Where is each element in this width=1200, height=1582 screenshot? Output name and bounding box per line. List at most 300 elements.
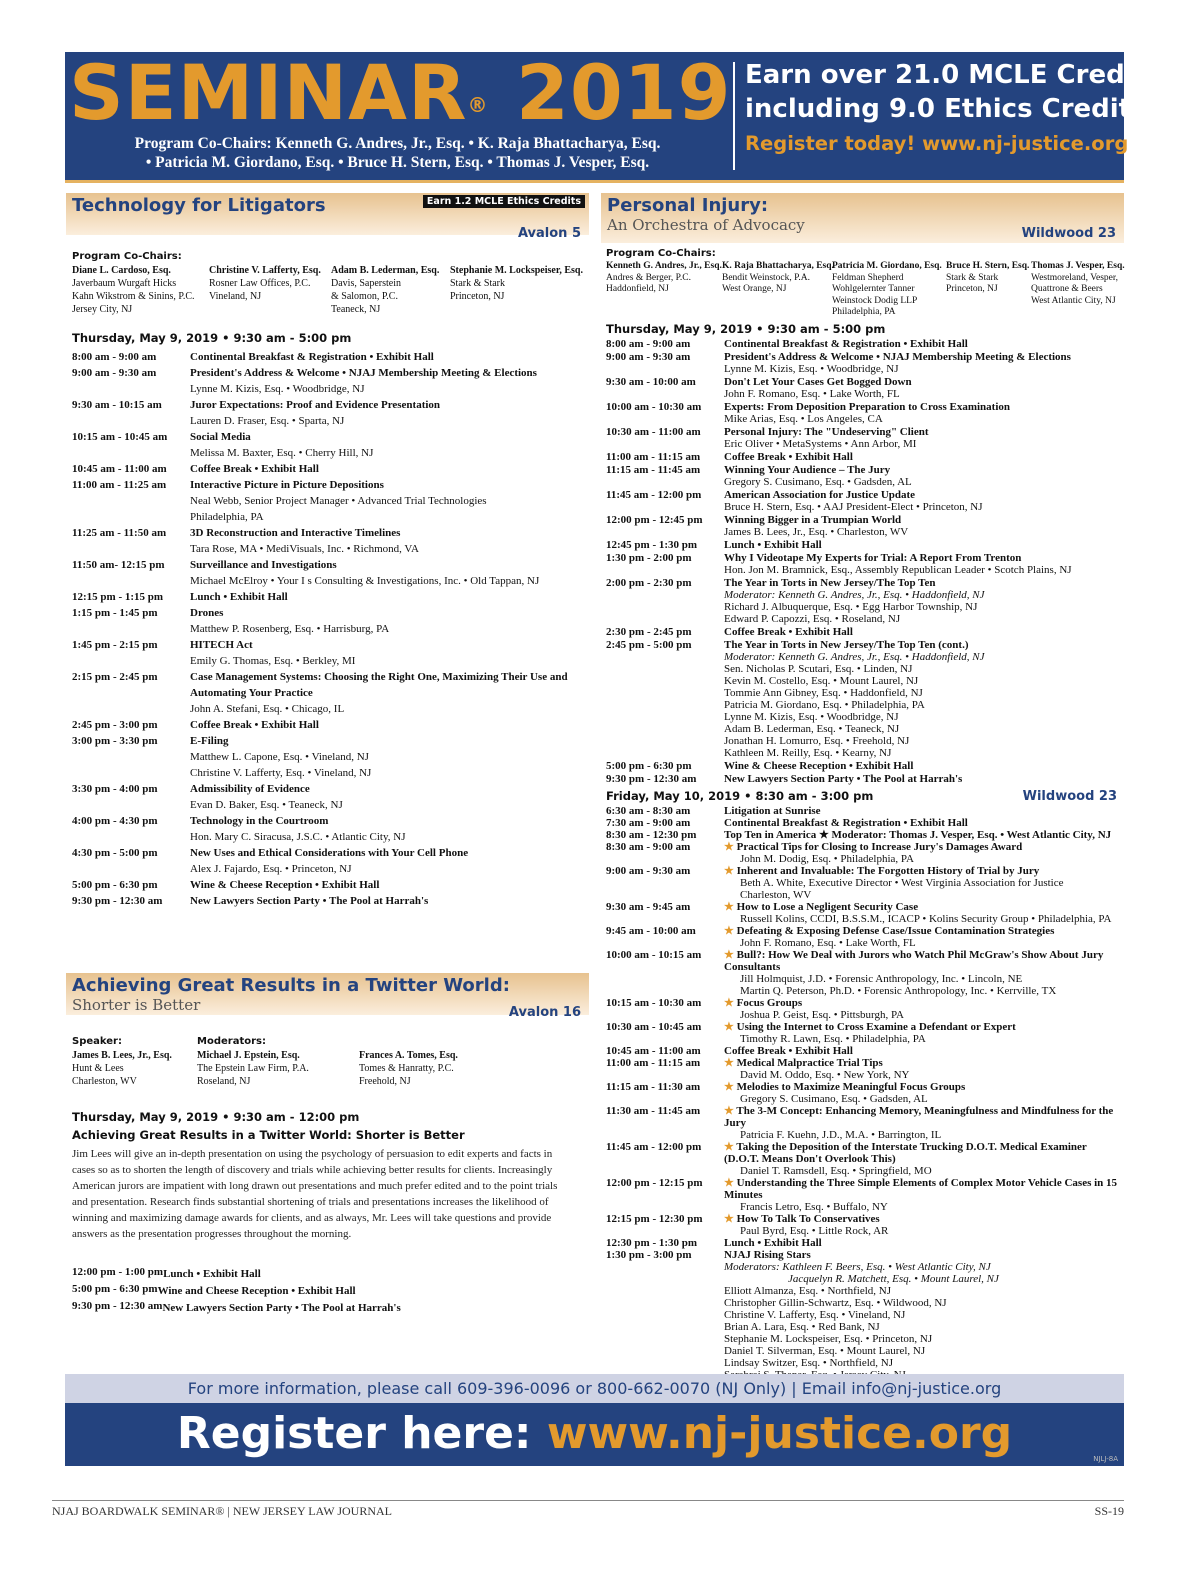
schedule-content bbox=[190, 397, 590, 429]
schedule-time: 9:00 am - 9:30 am bbox=[606, 351, 691, 363]
tech-day-heading: Thursday, May 9, 2019 • 9:30 am - 5:00 pm bbox=[72, 331, 352, 345]
schedule-time: 2:30 pm - 2:45 pm bbox=[606, 626, 692, 638]
schedule-row bbox=[606, 639, 1121, 759]
ethics-credits-badge: Earn 1.2 MCLE Ethics Credits bbox=[423, 195, 585, 208]
schedule-time: 5:00 pm - 6:30 pm bbox=[72, 1283, 158, 1295]
schedule-content bbox=[724, 997, 1121, 1021]
star-icon: ★ bbox=[724, 1141, 737, 1153]
schedule-row bbox=[72, 845, 590, 877]
cochair-name: Stephanie M. Lockspeiser, Esq. bbox=[450, 265, 583, 276]
schedule-content bbox=[190, 429, 590, 461]
schedule-time: 3:00 pm - 3:30 pm bbox=[72, 735, 158, 747]
cochair-name: Kenneth G. Andres, Jr., Esq. bbox=[606, 261, 722, 271]
schedule-time: 12:00 pm - 1:00 pm bbox=[72, 1266, 164, 1278]
session-title: Lunch • Exhibit Hall bbox=[724, 1237, 822, 1249]
schedule-row bbox=[606, 865, 1121, 901]
schedule-content bbox=[724, 817, 1121, 829]
schedule-content bbox=[724, 464, 1121, 488]
session-title: President's Address & Welcome • NJAJ Membership Meeting & Elections bbox=[190, 367, 537, 379]
cochair-name: Christine V. Lafferty, Esq. bbox=[209, 265, 321, 276]
schedule-content bbox=[724, 901, 1121, 925]
star-icon: ★ bbox=[724, 865, 737, 877]
session-title: Drones bbox=[190, 607, 224, 619]
session-title: Wine & Cheese Reception • Exhibit Hall bbox=[724, 760, 914, 772]
session-speaker: Patricia F. Kuehn, J.D., M.A. • Barrington, IL bbox=[740, 1129, 942, 1141]
schedule-row bbox=[72, 557, 590, 589]
session-title: New Lawyers Section Party • The Pool at Harrah's bbox=[162, 1302, 401, 1314]
session-speaker: John F. Romano, Esq. • Lake Worth, FL bbox=[740, 937, 916, 949]
session-speaker: John A. Stefani, Esq. • Chicago, IL bbox=[190, 703, 345, 715]
session-title-text: Defeating & Exposing Defense Case/Issue Contamination Strategies bbox=[736, 925, 1055, 937]
schedule-row bbox=[606, 1105, 1121, 1141]
session-title: Interactive Picture in Picture Depositions bbox=[190, 479, 384, 491]
tech-cochairs-label: Program Co-Chairs: bbox=[72, 251, 182, 262]
session-speaker: Gregory S. Cusimano, Esq. • Gadsden, AL bbox=[724, 476, 912, 488]
session-speaker: Joshua P. Geist, Esq. • Pittsburgh, PA bbox=[740, 1009, 904, 1021]
session-speaker: Sen. Nicholas P. Scutari, Esq. • Linden, NJ bbox=[724, 663, 913, 675]
schedule-time: 8:00 am - 9:00 am bbox=[72, 351, 157, 363]
star-icon: ★ bbox=[724, 1105, 737, 1117]
schedule-content bbox=[724, 1213, 1121, 1237]
pi-section-header bbox=[601, 193, 1124, 243]
session-speaker: Tara Rose, MA • MediVisuals, Inc. • Richmond, VA bbox=[190, 543, 419, 555]
schedule-content bbox=[162, 1300, 590, 1316]
seminar-banner bbox=[65, 48, 1162, 183]
session-title: Lunch • Exhibit Hall bbox=[724, 539, 822, 551]
session-speaker: Melissa M. Baxter, Esq. • Cherry Hill, NJ bbox=[190, 447, 374, 459]
cochair-name: Patricia M. Giordano, Esq. bbox=[832, 261, 942, 271]
schedule-row bbox=[72, 349, 590, 365]
session-speaker: Lauren D. Fraser, Esq. • Sparta, NJ bbox=[190, 415, 345, 427]
schedule-row bbox=[606, 376, 1121, 400]
session-speaker: Elliott Almanza, Esq. • Northfield, NJ bbox=[724, 1285, 891, 1297]
pi-day1-heading: Thursday, May 9, 2019 • 9:30 am - 5:00 pm bbox=[606, 322, 886, 336]
schedule-time: 7:30 am - 9:00 am bbox=[606, 817, 691, 829]
schedule-content bbox=[724, 426, 1121, 450]
schedule-time: 2:45 pm - 3:00 pm bbox=[72, 719, 158, 731]
cochair-entry bbox=[832, 261, 942, 319]
session-title: Winning Bigger in a Trumpian World bbox=[724, 514, 902, 526]
star-icon: ★ bbox=[724, 901, 737, 913]
session-speaker: Paul Byrd, Esq. • Little Rock, AR bbox=[740, 1225, 889, 1237]
schedule-time: 9:00 am - 9:30 am bbox=[72, 367, 157, 379]
twitter-schedule bbox=[72, 1266, 590, 1317]
schedule-row bbox=[72, 477, 590, 525]
schedule-time: 5:00 pm - 6:30 pm bbox=[72, 879, 158, 891]
schedule-row bbox=[606, 925, 1121, 949]
session-speaker: Bruce H. Stern, Esq. • AAJ President-Elect • Princeton, NJ bbox=[724, 501, 983, 513]
pi-title: Personal Injury: bbox=[607, 195, 769, 216]
schedule-time: 1:45 pm - 2:15 pm bbox=[72, 639, 158, 651]
session-speaker: Mike Arias, Esq. • Los Angeles, CA bbox=[724, 413, 883, 425]
schedule-row bbox=[606, 1021, 1121, 1045]
schedule-time: 9:45 am - 10:00 am bbox=[606, 925, 696, 937]
session-title: Social Media bbox=[190, 431, 251, 443]
schedule-row bbox=[606, 1213, 1121, 1237]
session-title-text: Medical Malpractice Trial Tips bbox=[736, 1057, 883, 1069]
star-icon: ★ bbox=[724, 1177, 737, 1189]
register-banner[interactable] bbox=[65, 1403, 1124, 1466]
session-title: Top Ten in America ★ Moderator: Thomas J. Vesper, Esq. • West Atlantic City, NJ bbox=[724, 829, 1112, 841]
schedule-row bbox=[606, 817, 1121, 829]
pi-cochairs-label: Program Co-Chairs: bbox=[606, 248, 716, 259]
schedule-time: 2:45 pm - 5:00 pm bbox=[606, 639, 692, 651]
star-icon: ★ bbox=[724, 1081, 737, 1093]
schedule-row bbox=[606, 997, 1121, 1021]
schedule-row bbox=[606, 514, 1121, 538]
schedule-time: 11:45 am - 12:00 pm bbox=[606, 489, 702, 501]
cochair-affiliation: Rosner Law Offices, P.C. Vineland, NJ bbox=[209, 278, 311, 302]
schedule-time: 11:00 am - 11:15 am bbox=[606, 1057, 701, 1069]
session-title: Continental Breakfast & Registration • Exhibit Hall bbox=[724, 338, 968, 350]
schedule-row bbox=[606, 464, 1121, 488]
session-speaker: Philadelphia, PA bbox=[190, 511, 264, 523]
cochair-name: Thomas J. Vesper, Esq. bbox=[1031, 261, 1125, 271]
schedule-content bbox=[724, 1021, 1121, 1045]
session-speaker: John F. Romano, Esq. • Lake Worth, FL bbox=[724, 388, 900, 400]
contact-info-bar: For more information, please call 609-396-0096 or 800-662-0070 (NJ Only) | Email info@nj-justice.org bbox=[65, 1374, 1124, 1403]
session-speaker: Christine V. Lafferty, Esq. • Vineland, NJ bbox=[190, 767, 372, 779]
session-speaker: Kathleen M. Reilly, Esq. • Kearny, NJ bbox=[724, 747, 892, 759]
session-speaker: Michael McElroy • Your I s Consulting & Investigations, Inc. • Old Tappan, NJ bbox=[190, 575, 540, 587]
cochair-entry bbox=[1031, 261, 1125, 307]
schedule-row bbox=[606, 841, 1121, 865]
schedule-time: 10:45 am - 11:00 am bbox=[606, 1045, 701, 1057]
schedule-content bbox=[190, 525, 590, 557]
schedule-row bbox=[606, 1249, 1121, 1381]
schedule-row bbox=[606, 552, 1121, 576]
schedule-time: 1:30 pm - 3:00 pm bbox=[606, 1249, 692, 1261]
twitter-room: Avalon 16 bbox=[508, 1005, 581, 1020]
schedule-row bbox=[606, 1141, 1121, 1177]
schedule-row bbox=[606, 401, 1121, 425]
tech-title: Technology for Litigators bbox=[72, 195, 326, 216]
schedule-content bbox=[724, 401, 1121, 425]
schedule-time: 10:30 am - 10:45 am bbox=[606, 1021, 702, 1033]
twitter-subtitle: Shorter is Better bbox=[72, 996, 201, 1014]
schedule-content bbox=[190, 365, 590, 397]
schedule-time: 9:30 am - 10:00 am bbox=[606, 376, 696, 388]
session-speaker: Moderator: Kenneth G. Andres, Jr., Esq. • Haddonfield, NJ bbox=[724, 589, 985, 601]
twitter-day-heading: Thursday, May 9, 2019 • 9:30 am - 12:00 pm bbox=[72, 1110, 360, 1124]
star-icon: ★ bbox=[724, 925, 737, 937]
session-speaker: Francis Letro, Esq. • Buffalo, NY bbox=[740, 1201, 888, 1213]
session-speaker: Adam B. Lederman, Esq. • Teaneck, NJ bbox=[724, 723, 900, 735]
star-icon: ★ bbox=[724, 1057, 737, 1069]
schedule-time: 5:00 pm - 6:30 pm bbox=[606, 760, 692, 772]
session-title bbox=[724, 1177, 1121, 1201]
schedule-time: 9:00 am - 9:30 am bbox=[606, 865, 691, 877]
schedule-row bbox=[606, 426, 1121, 450]
schedule-row bbox=[606, 539, 1121, 551]
credits-headline: Earn over 21.0 MCLE Credits including 9.0 Ethics Credits! bbox=[745, 60, 1162, 124]
schedule-row bbox=[606, 577, 1121, 625]
schedule-content bbox=[724, 1081, 1121, 1105]
cochair-entry bbox=[209, 264, 321, 303]
schedule-content bbox=[724, 949, 1121, 997]
session-speaker: Moderators: Kathleen F. Beers, Esq. • West Atlantic City, NJ bbox=[724, 1261, 991, 1273]
moderator-entry: Frances A. Tomes, Esq. Tomes & Hanratty, P.C. Freehold, NJ bbox=[359, 1050, 458, 1087]
session-speaker: Beth A. White, Executive Director • West Virginia Association for Justice bbox=[740, 877, 1064, 889]
session-speaker: Stephanie M. Lockspeiser, Esq. • Princeton, NJ bbox=[724, 1333, 933, 1345]
schedule-content bbox=[190, 557, 590, 589]
session-speaker: Alex J. Fajardo, Esq. • Princeton, NJ bbox=[190, 863, 352, 875]
session-title: Coffee Break • Exhibit Hall bbox=[190, 719, 319, 731]
session-title: HITECH Act bbox=[190, 639, 253, 651]
schedule-row bbox=[72, 397, 590, 429]
session-speaker: Christopher Gillin-Schwartz, Esq. • Wildwood, NJ bbox=[724, 1297, 947, 1309]
register-link[interactable]: Register today! www.nj-justice.org bbox=[745, 132, 1129, 155]
schedule-content bbox=[724, 451, 1121, 463]
schedule-content bbox=[724, 489, 1121, 513]
cochair-affiliation: Westmoreland, Vesper, Quattrone & Beers West Atlantic City, NJ bbox=[1031, 272, 1119, 306]
tech-room: Avalon 5 bbox=[517, 226, 581, 241]
cochair-name: Diane L. Cardoso, Esq. bbox=[72, 265, 171, 276]
session-title-text: Melodies to Maximize Meaningful Focus Groups bbox=[736, 1081, 966, 1093]
pi-schedule-day2 bbox=[606, 805, 1121, 1381]
schedule-time: 10:30 am - 11:00 am bbox=[606, 426, 701, 438]
pi-day2-heading: Friday, May 10, 2019 • 8:30 am - 3:00 pm bbox=[606, 789, 874, 803]
speaker-entry: James B. Lees, Jr., Esq. Hunt & Lees Charleston, WV bbox=[72, 1050, 172, 1087]
star-icon: ★ bbox=[724, 841, 737, 853]
schedule-row bbox=[72, 1283, 590, 1299]
schedule-content bbox=[724, 925, 1121, 949]
session-title bbox=[724, 865, 1121, 877]
schedule-row bbox=[606, 1177, 1121, 1213]
schedule-content bbox=[724, 760, 1121, 772]
schedule-time: 10:15 am - 10:45 am bbox=[72, 431, 168, 443]
session-speaker: Evan D. Baker, Esq. • Teaneck, NJ bbox=[190, 799, 343, 811]
schedule-row bbox=[606, 949, 1121, 997]
session-title: Juror Expectations: Proof and Evidence Presentation bbox=[190, 399, 441, 411]
cochair-affiliation: Javerbaum Wurgaft Hicks Kahn Wikstrom & Sinins, P.C. Jersey City, NJ bbox=[72, 278, 195, 315]
session-speaker: David M. Oddo, Esq. • New York, NY bbox=[740, 1069, 910, 1081]
schedule-row bbox=[72, 733, 590, 781]
schedule-row bbox=[606, 626, 1121, 638]
schedule-time: 2:00 pm - 2:30 pm bbox=[606, 577, 692, 589]
session-speaker: Matthew L. Capone, Esq. • Vineland, NJ bbox=[190, 751, 369, 763]
seminar-title: SEMINAR® 2019 bbox=[69, 48, 732, 137]
session-title: Winning Your Audience – The Jury bbox=[724, 464, 891, 476]
schedule-row bbox=[606, 1045, 1121, 1057]
schedule-time: 11:00 am - 11:25 am bbox=[72, 479, 167, 491]
twitter-session-title: Achieving Great Results in a Twitter World: Shorter is Better bbox=[72, 1128, 465, 1142]
schedule-content bbox=[190, 605, 590, 637]
schedule-row bbox=[72, 605, 590, 637]
ad-code: NJLJ-8A bbox=[1093, 1455, 1118, 1463]
session-title: Continental Breakfast & Registration • Exhibit Hall bbox=[190, 351, 434, 363]
session-speaker: Brian A. Lara, Esq. • Red Bank, NJ bbox=[724, 1321, 880, 1333]
session-title bbox=[724, 841, 1121, 853]
session-speaker: John M. Dodig, Esq. • Philadelphia, PA bbox=[740, 853, 914, 865]
session-title-text: Focus Groups bbox=[736, 997, 803, 1009]
schedule-time: 4:30 pm - 5:00 pm bbox=[72, 847, 158, 859]
session-title: Admissibility of Evidence bbox=[190, 783, 310, 795]
schedule-row bbox=[606, 351, 1121, 375]
schedule-time: 1:15 pm - 1:45 pm bbox=[72, 607, 158, 619]
session-speaker: Gregory S. Cusimano, Esq. • Gadsden, AL bbox=[740, 1093, 928, 1105]
schedule-content bbox=[158, 1283, 590, 1299]
star-icon: ★ bbox=[724, 1213, 737, 1225]
schedule-row bbox=[606, 829, 1121, 841]
schedule-row bbox=[72, 429, 590, 461]
session-title-text: The 3-M Concept: Enhancing Memory, Meaningfulness and Mindfulness for the Jury bbox=[724, 1105, 1114, 1129]
schedule-content bbox=[724, 1045, 1121, 1057]
schedule-content bbox=[724, 1105, 1121, 1141]
schedule-time: 12:30 pm - 1:30 pm bbox=[606, 1237, 698, 1249]
schedule-row bbox=[72, 893, 590, 909]
schedule-content bbox=[724, 639, 1121, 759]
banner-divider bbox=[733, 62, 735, 170]
session-title: Wine & Cheese Reception • Exhibit Hall bbox=[190, 879, 380, 891]
session-title: Don't Let Your Cases Get Bogged Down bbox=[724, 376, 912, 388]
session-speaker: Eric Oliver • MetaSystems • Ann Arbor, MI bbox=[724, 438, 917, 450]
schedule-row bbox=[72, 1300, 590, 1316]
star-icon: ★ bbox=[724, 997, 737, 1009]
session-title: Coffee Break • Exhibit Hall bbox=[724, 626, 853, 638]
session-speaker: Lynne M. Kizis, Esq. • Woodbridge, NJ bbox=[724, 363, 899, 375]
session-title bbox=[724, 1081, 1121, 1093]
session-title: Coffee Break • Exhibit Hall bbox=[190, 463, 319, 475]
session-speaker: Edward P. Capozzi, Esq. • Roseland, NJ bbox=[724, 613, 901, 625]
session-title: Litigation at Sunrise bbox=[724, 805, 821, 817]
session-speaker: Lynne M. Kizis, Esq. • Woodbridge, NJ bbox=[190, 383, 365, 395]
session-speaker: Neal Webb, Senior Project Manager • Advanced Trial Technologies bbox=[190, 495, 487, 507]
register-url[interactable]: www.nj-justice.org bbox=[546, 1408, 1013, 1459]
session-title: 3D Reconstruction and Interactive Timelines bbox=[190, 527, 401, 539]
schedule-row bbox=[606, 901, 1121, 925]
schedule-time: 9:30 pm - 12:30 am bbox=[72, 895, 163, 907]
schedule-row bbox=[72, 637, 590, 669]
session-title: Case Management Systems: Choosing the Right One, Maximizing Their Use and Automating Your Practice bbox=[190, 671, 568, 699]
cochair-affiliation: Stark & Stark Princeton, NJ bbox=[450, 278, 505, 302]
session-title-text: Practical Tips for Closing to Increase Jury's Damages Award bbox=[736, 841, 1023, 853]
schedule-time: 8:30 am - 9:00 am bbox=[606, 841, 691, 853]
session-title: Technology in the Courtroom bbox=[190, 815, 329, 827]
session-title-text: Taking the Deposition of the Interstate Trucking D.O.T. Medical Examiner (D.O.T. Means Don't Overlook This) bbox=[724, 1141, 1087, 1165]
schedule-content bbox=[724, 351, 1121, 375]
footer-rule bbox=[52, 1500, 1124, 1501]
schedule-content bbox=[724, 1057, 1121, 1081]
footer-publication: NJAJ BOARDWALK SEMINAR® | NEW JERSEY LAW JOURNAL bbox=[52, 1504, 393, 1518]
session-title: Lunch • Exhibit Hall bbox=[163, 1268, 261, 1280]
schedule-time: 12:00 pm - 12:15 pm bbox=[606, 1177, 703, 1189]
session-title: Continental Breakfast & Registration • Exhibit Hall bbox=[724, 817, 968, 829]
session-title bbox=[724, 1057, 1121, 1069]
session-speaker: James B. Lees, Jr., Esq. • Charleston, WV bbox=[724, 526, 909, 538]
schedule-row bbox=[606, 1057, 1121, 1081]
schedule-content bbox=[724, 841, 1121, 865]
session-speaker: Matthew P. Rosenberg, Esq. • Harrisburg, PA bbox=[190, 623, 390, 635]
session-speaker: Charleston, WV bbox=[740, 889, 812, 901]
session-title bbox=[724, 949, 1121, 973]
schedule-row bbox=[72, 1266, 590, 1282]
schedule-row bbox=[72, 781, 590, 813]
schedule-content bbox=[724, 1177, 1121, 1213]
schedule-row bbox=[72, 669, 590, 717]
session-title: Why I Videotape My Experts for Trial: A Report From Trenton bbox=[724, 552, 1022, 564]
schedule-content bbox=[724, 626, 1121, 638]
schedule-time: 11:30 am - 11:45 am bbox=[606, 1105, 701, 1117]
session-title: Personal Injury: The "Undeserving" Client bbox=[724, 426, 929, 438]
session-speaker: Hon. Jon M. Bramnick, Esq., Assembly Republican Leader • Scotch Plains, NJ bbox=[724, 564, 1072, 576]
session-speaker: Daniel T. Silverman, Esq. • Mount Laurel, NJ bbox=[724, 1345, 926, 1357]
schedule-content bbox=[190, 717, 590, 733]
session-speaker: Richard J. Albuquerque, Esq. • Egg Harbor Township, NJ bbox=[724, 601, 978, 613]
session-title-text: Using the Internet to Cross Examine a Defendant or Expert bbox=[736, 1021, 1016, 1033]
schedule-content bbox=[724, 1141, 1121, 1177]
schedule-time: 3:30 pm - 4:00 pm bbox=[72, 783, 158, 795]
session-speaker: Lindsay Switzer, Esq. • Northfield, NJ bbox=[724, 1357, 893, 1369]
pi-subtitle: An Orchestra of Advocacy bbox=[607, 216, 805, 234]
schedule-content bbox=[190, 813, 590, 845]
pi-day2-header-row bbox=[606, 787, 1121, 805]
moderators-label: Moderators: bbox=[197, 1036, 266, 1047]
schedule-row bbox=[72, 461, 590, 477]
session-speaker: Emily G. Thomas, Esq. • Berkley, MI bbox=[190, 655, 356, 667]
register-label: Register here: bbox=[176, 1408, 532, 1459]
schedule-row bbox=[606, 451, 1121, 463]
session-speaker: Christine V. Lafferty, Esq. • Vineland, NJ bbox=[724, 1309, 906, 1321]
session-speaker: Daniel T. Ramsdell, Esq. • Springfield, MO bbox=[740, 1165, 932, 1177]
schedule-time: 12:45 pm - 1:30 pm bbox=[606, 539, 698, 551]
schedule-time: 1:30 pm - 2:00 pm bbox=[606, 552, 692, 564]
pi-day2-room: Wildwood 23 bbox=[1022, 789, 1117, 804]
cochair-entry bbox=[722, 261, 834, 296]
session-title-text: Bull?: How We Deal with Jurors who Watch Phil McGraw's Show About Jury Consultants bbox=[724, 949, 1104, 973]
program-cochairs: Program Co-Chairs: Kenneth G. Andres, Jr., Esq. • K. Raja Bhattacharya, Esq. • Patricia M. Giordano, Esq. • Bruce H. Stern, Esq. • Thomas J. Vesper, Esq. bbox=[134, 135, 661, 171]
cochair-entry bbox=[606, 261, 722, 296]
cochair-affiliation: Davis, Saperstein & Salomon, P.C. Teaneck, NJ bbox=[331, 278, 401, 315]
schedule-row bbox=[72, 365, 590, 397]
session-title: New Uses and Ethical Considerations with Your Cell Phone bbox=[190, 847, 469, 859]
schedule-content bbox=[724, 773, 1121, 785]
session-speaker: Russell Kolins, CCDI, B.S.S.M., ICACP • Kolins Security Group • Philadelphia, PA bbox=[740, 913, 1112, 925]
cochair-entry bbox=[72, 264, 195, 316]
session-speaker: Jill Holmquist, J.D. • Forensic Anthropology, Inc. • Lincoln, NE bbox=[740, 973, 1023, 985]
session-title: American Association for Justice Update bbox=[724, 489, 916, 501]
schedule-row bbox=[72, 877, 590, 893]
twitter-description: Jim Lees will give an in-depth presentation on using the psychology of persuasion to edit experts and facts in cases so as to shorten the length of discovery and trials while achieving better results for clients. Increasingly American jurors are impatient with long drawn out presentations and much prefer edited and to the point trials and presentation. Research finds substantial shortening of trials and presentations increases the likelihood of winning and maximizing damage awards for clients, and as always, Mr. Lees will take questions and provide answers as the presentation progresses throughout the morning. bbox=[72, 1148, 558, 1240]
schedule-content bbox=[190, 733, 590, 781]
session-title: Wine and Cheese Reception • Exhibit Hall bbox=[157, 1285, 356, 1297]
schedule-row bbox=[606, 1081, 1121, 1105]
session-title bbox=[724, 1141, 1121, 1165]
star-icon: ★ bbox=[724, 1021, 737, 1033]
schedule-time: 11:15 am - 11:45 am bbox=[606, 464, 701, 476]
schedule-content bbox=[724, 338, 1121, 350]
schedule-content bbox=[190, 349, 590, 365]
page-number: SS-19 bbox=[1094, 1504, 1124, 1518]
schedule-row bbox=[72, 813, 590, 845]
schedule-row bbox=[606, 489, 1121, 513]
session-title: New Lawyers Section Party • The Pool at Harrah's bbox=[190, 895, 429, 907]
session-title: Coffee Break • Exhibit Hall bbox=[724, 1045, 853, 1057]
session-title: President's Address & Welcome • NJAJ Membership Meeting & Elections bbox=[724, 351, 1071, 363]
session-title: Lunch • Exhibit Hall bbox=[190, 591, 288, 603]
schedule-row bbox=[606, 760, 1121, 772]
schedule-time: 12:00 pm - 12:45 pm bbox=[606, 514, 703, 526]
session-speaker: Lynne M. Kizis, Esq. • Woodbridge, NJ bbox=[724, 711, 899, 723]
star-icon: ★ bbox=[724, 949, 737, 961]
schedule-time: 10:45 am - 11:00 am bbox=[72, 463, 167, 475]
session-title-text: Inherent and Invaluable: The Forgotten History of Trial by Jury bbox=[736, 865, 1040, 877]
session-title: Coffee Break • Exhibit Hall bbox=[724, 451, 853, 463]
schedule-content bbox=[190, 669, 590, 717]
session-title: Experts: From Deposition Preparation to Cross Examination bbox=[724, 401, 1010, 413]
cochair-entry bbox=[331, 264, 439, 316]
session-speaker: Jonathan H. Lomurro, Esq. • Freehold, NJ bbox=[724, 735, 910, 747]
